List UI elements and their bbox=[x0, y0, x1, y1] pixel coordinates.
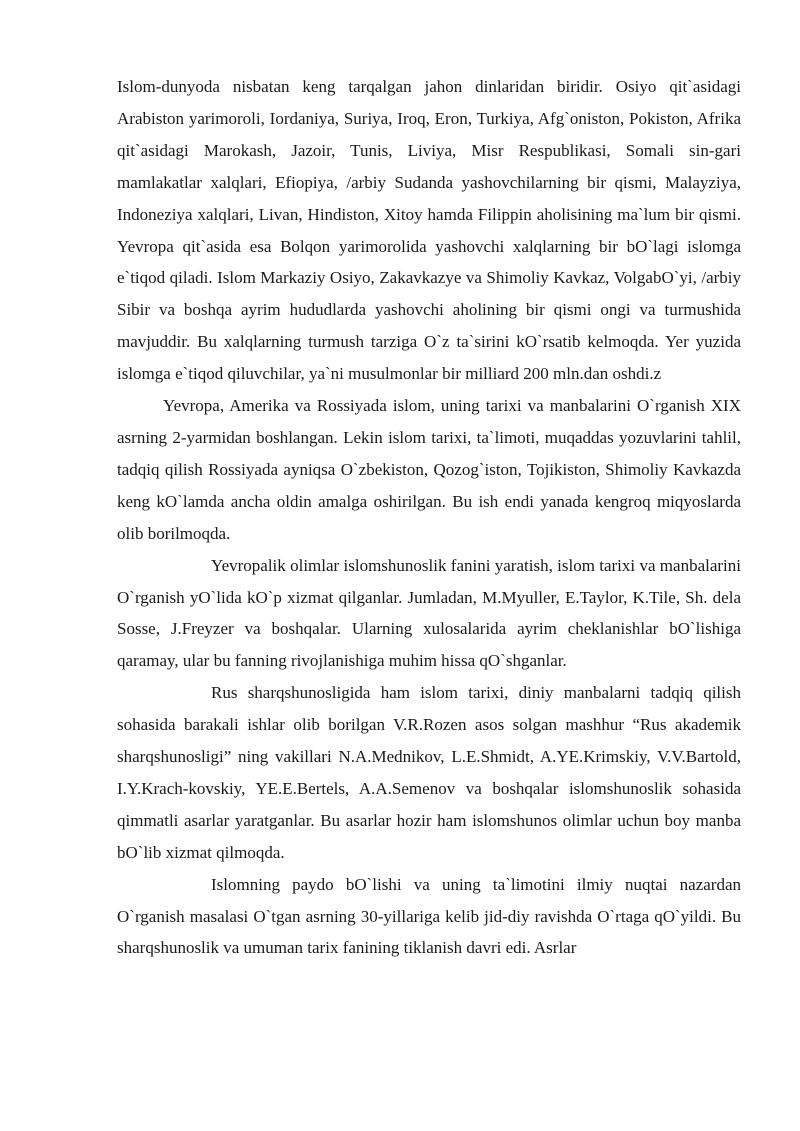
paragraph-study-origins: Yevropa, Amerika va Rossiyada islom, uning tarixi va manbalarini O`rganish XIX asrning 2-yarmidan boshlangan. Lekin islom tarixi, ta`limoti, muqaddas yozuvlarini tahlil, tadqiq qilish Rossiyada ayniqsa O`zbekiston, Qozog`iston, Tojikiston, Shimoliy Kavkazda keng kO`lamda ancha oldin amalga oshirilgan. Bu ish endi yanada kengroq miqyoslarda olib borilmoqda. bbox=[117, 396, 741, 543]
paragraph-scientific-study: Islomning paydo bO`lishi va uning ta`limotini ilmiy nuqtai nazardan O`rganish masalasi O`tgan asrning 30-yillariga kelib jid-diy ravishda O`rtaga qO`yildi. Bu sharqshunoslik va umuman tarix fanining tiklanish davri edi. Asrlar bbox=[117, 874, 741, 958]
paragraph-european-scholars: Yevropalik olimlar islomshunoslik fanini yaratish, islom tarixi va manbalarini O`rganish yO`lida kO`p xizmat qilganlar. Jumladan, M.Myuller, E.Taylor, K.Tile, Sh. dela Sosse, J.Freyzer va boshqalar. Ularning xulosalarida ayrim cheklanishlar bO`lishiga qaramay, ular bu fanning rivojlanishiga muhim hissa qO`shganlar. bbox=[117, 555, 741, 671]
document-body bbox=[117, 71, 741, 964]
paragraph-islam-geography: Islom-dunyoda nisbatan keng tarqalgan jahon dinlaridan biridir. Osiyo qit`asidagi Arabiston yarimoroli, Iordaniya, Suriya, Iroq, Eron, Turkiya, Afg`oniston, Pokiston, Afrika qit`asidagi Marokash, Jazoir, Tunis, Liviya, Misr Respublikasi, Somali sin-gari mamlakatlar xalqlari, Efiopiya, /arbiy Sudanda yashovchilarning bir qismi, Malayziya, Indoneziya xalqlari, Livan, Hindiston, Xitoy hamda Filippin aholisining ma`lum bir qismi. Yevropa qit`asida esa Bolqon yarimorolida yashovchi xalqlarning bir bO`lagi islomga e`tiqod qiladi. Islom Markaziy Osiyo, Zakavkazye va Shimoliy Kavkaz, VolgabO`yi, /arbiy Sibir va boshqa ayrim hududlarda yashovchi aholining bir qismi ongi va turmushida mavjuddir. Bu xalqlarning turmush tarziga O`z ta`sirini kO`rsatib kelmoqda. Yer yuzida islomga e`tiqod qiluvchilar, ya`ni musulmonlar bir milliard 200 mln.dan oshdi.z bbox=[117, 77, 741, 384]
paragraph-russian-orientalism: Rus sharqshunosligida ham islom tarixi, diniy manbalarni tadqiq qilish sohasida barakali ishlar olib borilgan V.R.Rozen asos solgan mashhur “Rus akademik sharqshunosligi” ning vakillari N.A.Mednikov, L.E.Shmidt, A.YE.Krimskiy, V.V.Bartold, I.Y.Krach-kovskiy, YE.E.Bertels, A.A.Semenov va boshqalar islomshunoslik sohasida qimmatli asarlar yaratganlar. Bu asarlar hozir ham islomshunos olimlar uchun boy manba bO`lib xizmat qilmoqda. bbox=[117, 683, 741, 862]
